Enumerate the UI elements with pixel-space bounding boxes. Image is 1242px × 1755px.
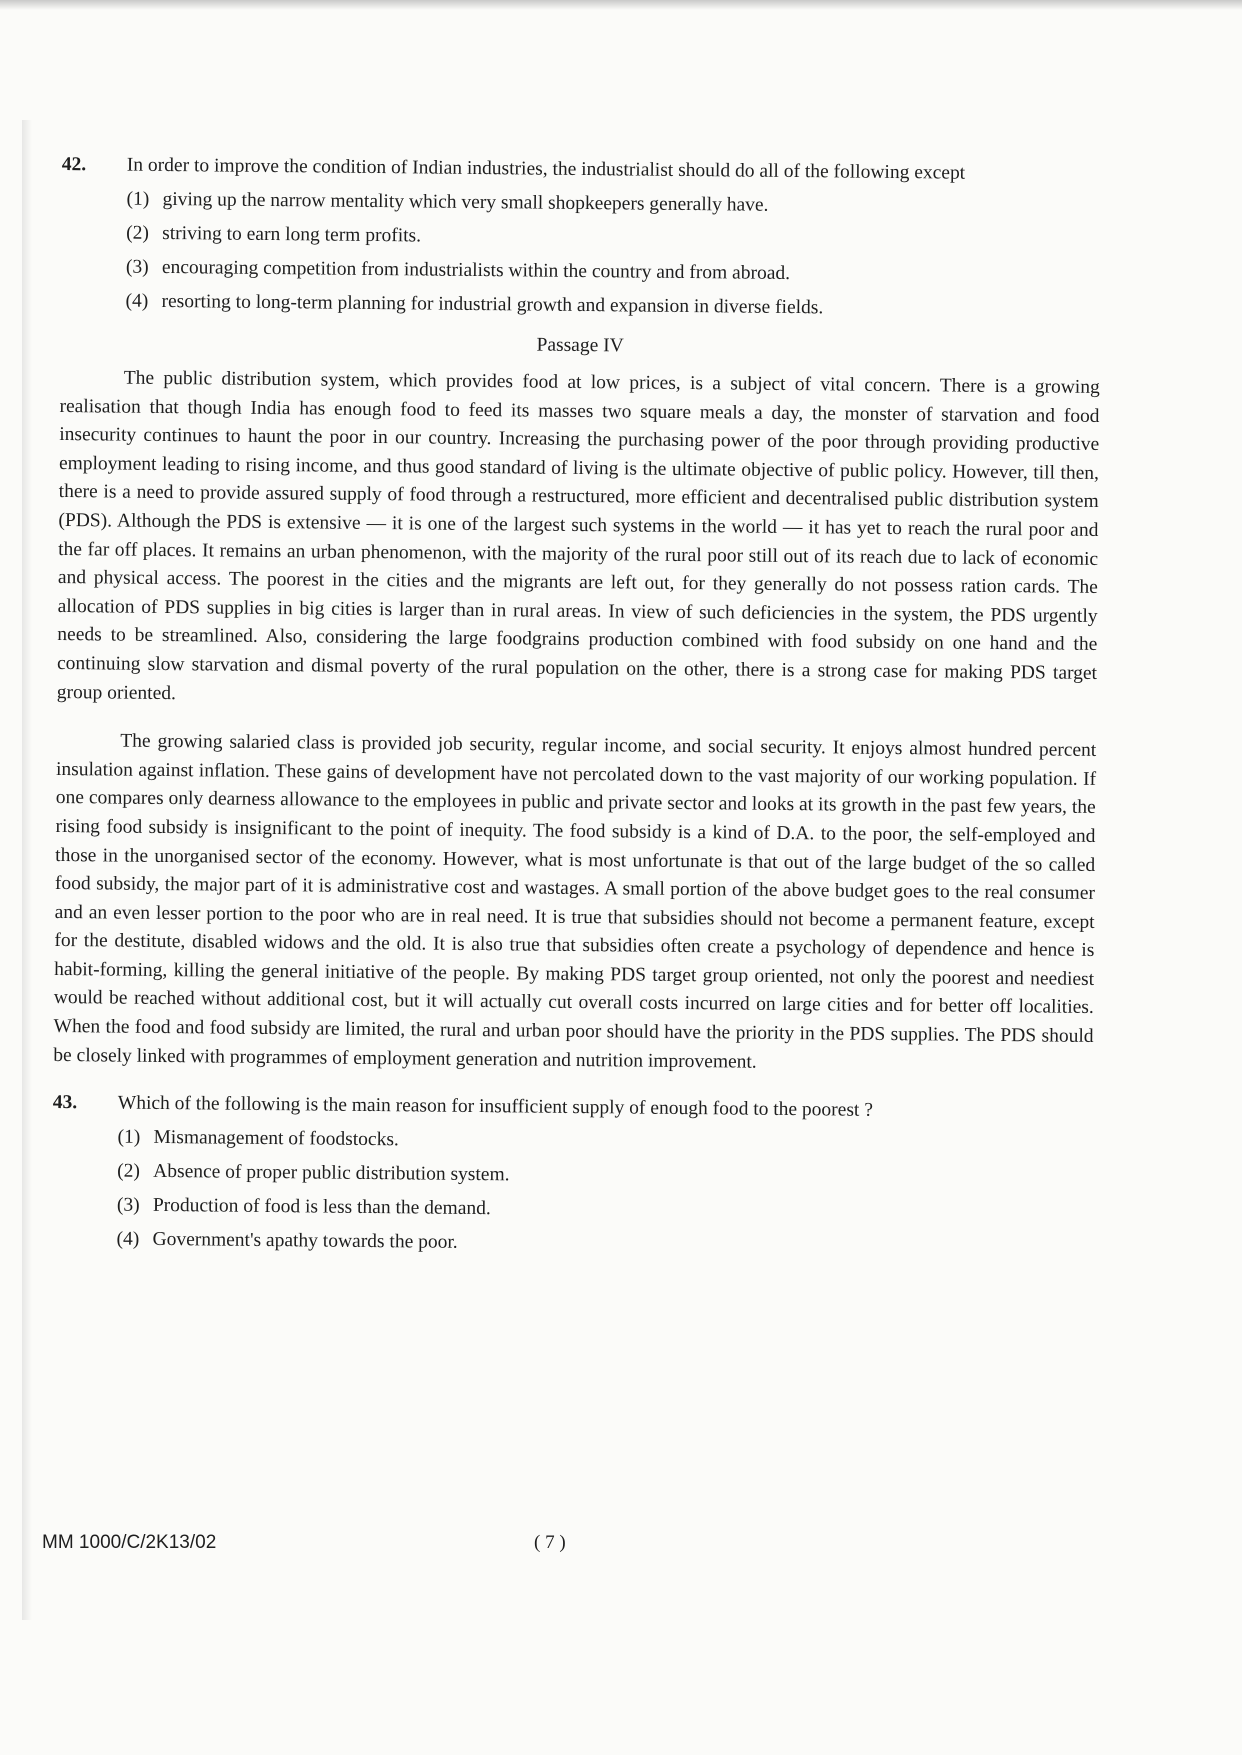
page-left-edge-shadow <box>22 120 32 1620</box>
page-top-edge <box>0 0 1242 10</box>
question-stem: Which of the following is the main reason for insufficient supply of enough food to the poorest ? <box>117 1092 874 1122</box>
options-list <box>116 1123 1092 1264</box>
passage-title: Passage IV <box>536 334 624 357</box>
option-2: (2) Absence of proper public distribution system. <box>117 1160 510 1186</box>
option-3: (3) Production of food is less than the demand. <box>116 1194 491 1220</box>
question-number: 43. <box>52 1092 78 1114</box>
option-4: (4) Government's apathy towards the poor. <box>116 1228 458 1254</box>
option-1: (1) giving up the narrow mentality which very small shopkeepers generally have. <box>126 188 769 216</box>
passage-paragraph-1: The public distribution system, which provides food at low prices, is a subject of vital concern. There is a growing realisation that though India has enough food to feed its masses two square meals a day, the monster of starvation and food insecurity continues to haunt the poor in our country. Increasing the purchasing power of the poor through providing productive employment leading to rising income, and thus good standard of living is the ultimate objective of public policy. However, till then, there is a need to provide assured supply of food through a restructured, more efficient and decentralised public distribution system (PDS). Although the PDS is extensive — it is one of the largest such systems in the world — it has yet to reach the rural poor and the far off places. It remains an urban phenomenon, with the majority of the rural poor still out of its reach due to lack of economic and physical access. The poorest in the cities and the migrants are left out, for they generally do not possess ration cards. The allocation of PDS supplies in big cities is larger than in rural areas. In view of such deficiencies in the system, the PDS urgently needs to be streamlined. Also, considering the large foodgrains production combined with food subsidy on one hand and the continuing slow starvation and dismal poverty of the rural population on the other, there is a strong case for making PDS target group oriented. <box>56 367 1100 704</box>
question-43 <box>51 1088 1093 1264</box>
booklet-code: MM 1000/C/2K13/02 <box>42 1532 217 1553</box>
option-2: (2) striving to earn long term profits. <box>126 222 422 247</box>
page-number: ( 7 ) <box>534 1532 566 1553</box>
question-stem: In order to improve the condition of Indian industries, the industrialist should do all of the following except <box>126 154 966 184</box>
options-list <box>125 185 1101 326</box>
option-1: (1) Mismanagement of foodstocks. <box>117 1126 399 1151</box>
question-number: 42. <box>61 153 87 176</box>
option-4: (4) resorting to long-term planning for industrial growth and expansion in diverse fields. <box>125 290 824 319</box>
page-content <box>51 150 1102 1268</box>
question-42 <box>60 150 1102 326</box>
option-3: (3) encouraging competition from industrialists within the country and from abroad. <box>125 256 791 284</box>
passage-paragraph-2: The growing salaried class is provided job security, regular income, and social security. It enjoys almost hundred percent insulation against inflation. These gains of development have not percolated down to the vast majority of our working population. If one compares only dearness allowance to the employees in public and private sector and looks at its growth in the past few years, the rising food subsidy is insignificant to the point of inequity. The food subsidy is a kind of D.A. to the poor, the self-employed and those in the unorganised sector of the economy. However, what is most unfortunate is that out of the large budget of the so called food subsidy, the major part of it is administrative cost and wastages. A small portion of the above budget goes to the real consumer and an even lesser portion to the poor who are in real need. It is true that subsidies should not become a permanent feature, except for the destitute, disabled widows and the old. It is also true that subsidies often create a psychology of dependence and hence is habit-forming, killing the general initiative of the people. By making PDS target group oriented, not only the poorest and neediest would be reached without additional cost, but it will actually cut overall costs incurred on large cities and for better off localities. When the food and food subsidy are limited, the rural and urban poor should have the priority in the PDS supplies. The PDS should be closely linked with programmes of employment generation and nutrition improvement. <box>53 730 1097 1073</box>
